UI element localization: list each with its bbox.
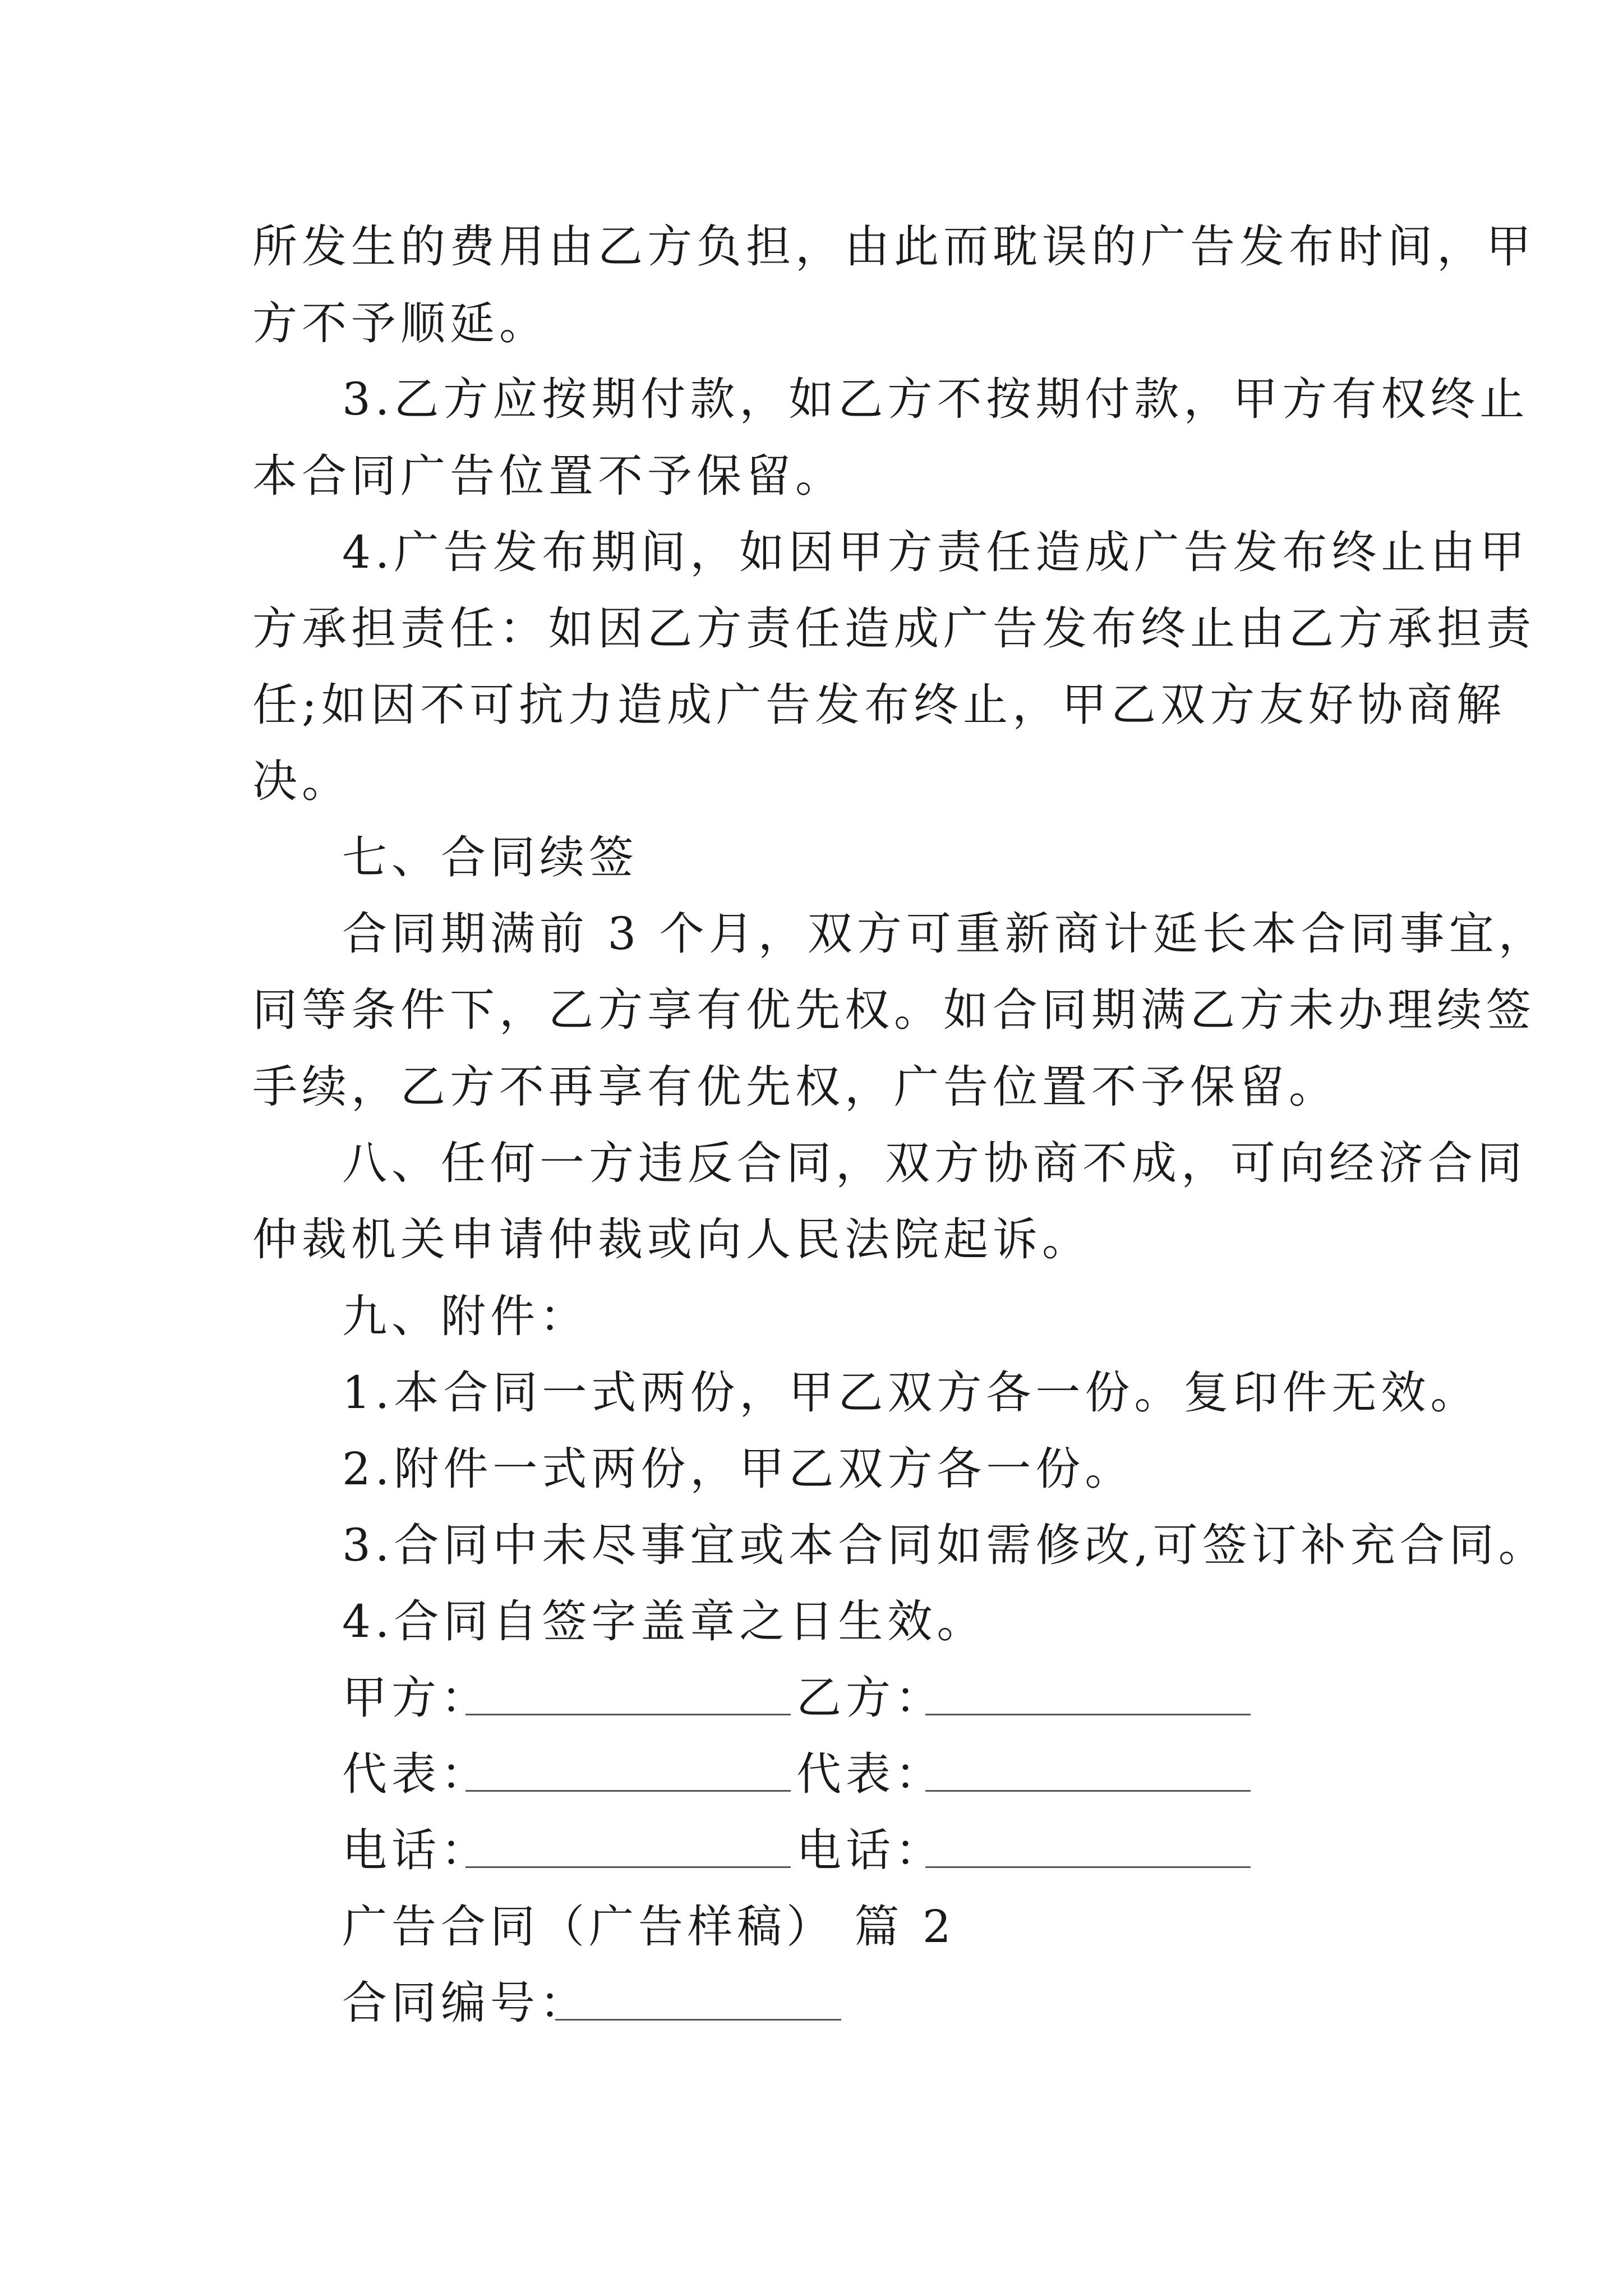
contract-number-blank — [555, 2019, 841, 2021]
party-a-blank — [465, 1714, 791, 1715]
party-a-phone-label: 电话： — [342, 1824, 490, 1876]
attachment-item: 2.附件一式两份，甲乙双方各一份。 — [342, 1443, 1135, 1495]
next-section-title: 广告合同（广告样稿） 篇 2 — [342, 1901, 956, 1953]
party-a-label: 甲方： — [342, 1672, 490, 1724]
section-heading: 九、附件： — [342, 1290, 589, 1342]
party-b-representative-label: 代表： — [796, 1748, 944, 1800]
party-a-representative-blank — [465, 1790, 791, 1792]
clause-3-line: 3.乙方应按期付款，如乙方不按期付款，甲方有权终止 — [342, 373, 1529, 425]
party-a-phone-blank — [465, 1866, 791, 1868]
paragraph-line: 手续，乙方不再享有优先权，广告位置不予保留。 — [252, 1061, 1338, 1113]
paragraph-line: 方承担责任：如因乙方责任造成广告发布终止由乙方承担责 — [252, 602, 1536, 655]
attachment-item: 3.合同中未尽事宜或本合同如需修改,可签订补充合同。 — [342, 1519, 1548, 1571]
paragraph-line: 方不予顺延。 — [252, 297, 548, 349]
attachment-item: 1.本合同一式两份，甲乙双方各一份。复印件无效。 — [342, 1366, 1480, 1419]
signature-row-party — [342, 1670, 1295, 1726]
clause-4-line: 4.广告发布期间，如因甲方责任造成广告发布终止由甲 — [342, 526, 1529, 578]
party-b-label: 乙方： — [796, 1672, 944, 1724]
contract-number-row — [342, 1975, 903, 2031]
section-heading: 八、任何一方违反合同，双方协商不成，可向经济合同 — [342, 1137, 1527, 1189]
paragraph-line: 合同期满前 3 个月，双方可重新商计延长本合同事宜， — [342, 908, 1548, 960]
party-b-blank — [925, 1714, 1251, 1715]
paragraph-line: 本合同广告位置不予保留。 — [252, 450, 845, 502]
contract-number-label: 合同编号： — [342, 1977, 589, 2029]
party-b-representative-blank — [925, 1790, 1251, 1792]
signature-row-representative — [342, 1746, 1295, 1802]
paragraph-line: 同等条件下，乙方享有优先权。如合同期满乙方未办理续签 — [252, 984, 1536, 1036]
paragraph-line: 所发生的费用由乙方负担，由此而耽误的广告发布时间，甲 — [252, 220, 1536, 273]
paragraph-line: 任;如因不可抗力造成广告发布终止，甲乙双方友好协商解 — [252, 679, 1506, 731]
paragraph-line: 仲裁机关申请仲裁或向人民法院起诉。 — [252, 1213, 1091, 1266]
signature-row-phone — [342, 1823, 1295, 1879]
section-heading: 七、合同续签 — [342, 831, 638, 884]
paragraph-line: 决。 — [252, 755, 351, 807]
party-b-phone-blank — [925, 1866, 1251, 1868]
attachment-item: 4.合同自签字盖章之日生效。 — [342, 1595, 986, 1648]
party-a-representative-label: 代表： — [342, 1748, 490, 1800]
party-b-phone-label: 电话： — [796, 1824, 944, 1876]
